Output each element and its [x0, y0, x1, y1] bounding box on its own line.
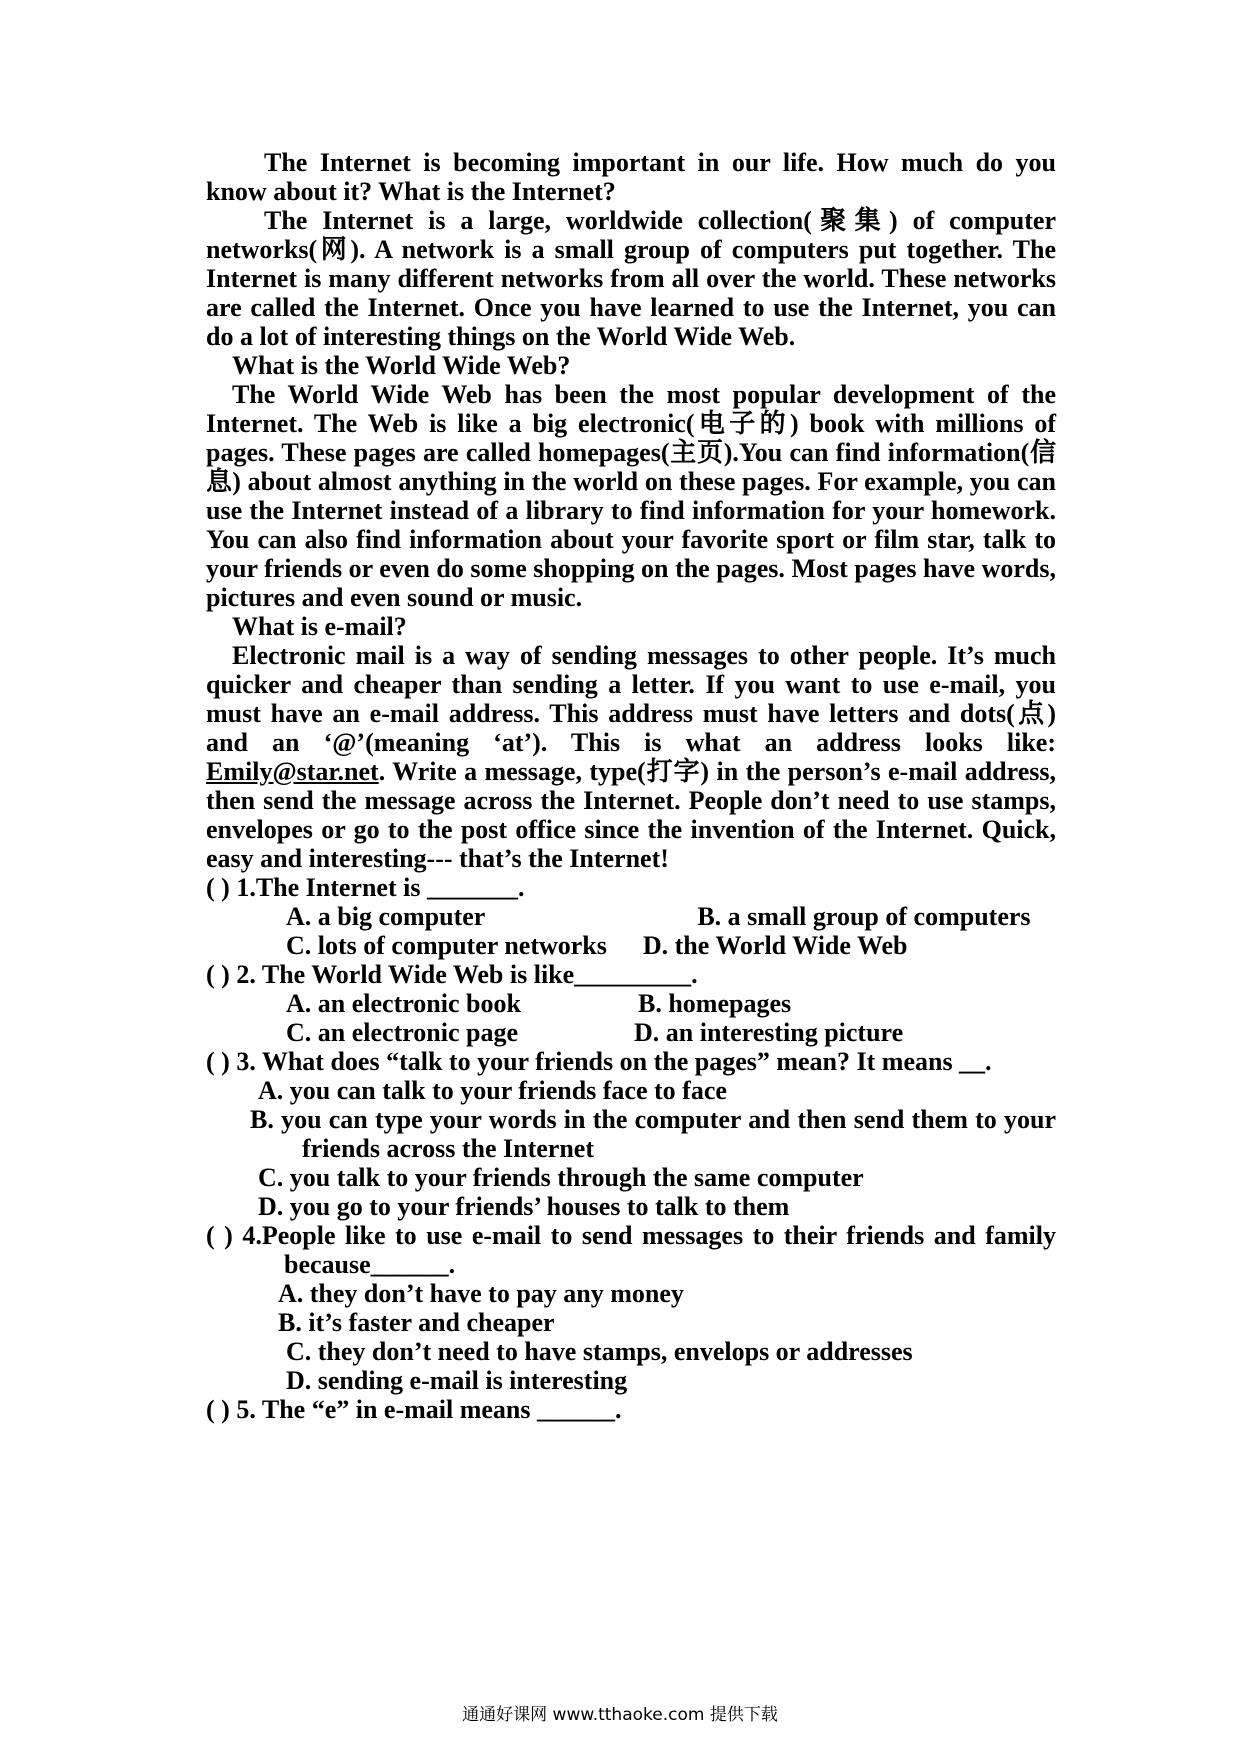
document-page [206, 148, 1056, 1424]
question-2: ( ) 2. The World Wide Web is like_________. [206, 960, 698, 989]
www-paragraph: The World Wide Web has been the most popular development of the Internet. The Web is like a big electronic(电子的) book with millions of pages. These pages are called homepages(主页).You can find information(信息) about almost anything in the world on these pages. For example, you can use the Internet instead of a library to find information for your homework. You can also find information about your favorite sport or film star, talk to your friends or even do some shopping on the pages. Most pages have words, pictures and even sound or music. [206, 380, 1056, 612]
q1-option-c: C. lots of computer networks [286, 931, 607, 960]
question-5: ( ) 5. The “e” in e-mail means ______. [206, 1395, 622, 1424]
email-heading: What is e-mail? [232, 612, 407, 641]
q1-option-b: B. a small group of computers [697, 902, 1031, 931]
question-1: ( ) 1.The Internet is _______. [206, 873, 525, 902]
q3-option-c: C. you talk to your friends through the same computer [258, 1163, 864, 1192]
intro-paragraph: The Internet is becoming important in our life. How much do you know about it? What is the Internet? [206, 148, 1056, 206]
q4-option-b: B. it’s faster and cheaper [278, 1308, 555, 1337]
q2-option-c: C. an electronic page [286, 1018, 519, 1047]
email-paragraph [206, 641, 1056, 873]
internet-paragraph: The Internet is a large, worldwide collection(聚集) of computer networks(网). A network is a small group of computers put together. The Internet is many different networks from all over the world. These networks are called the Internet. Once you have learned to use the Internet, you can do a lot of interesting things on the World Wide Web. [206, 206, 1056, 351]
question-3: ( ) 3. What does “talk to your friends on the pages” mean? It means __. [206, 1047, 992, 1076]
question-1-options-ab [206, 902, 1056, 931]
q1-option-d: D. the World Wide Web [642, 931, 908, 960]
www-heading: What is the World Wide Web? [232, 351, 571, 380]
q4-option-a: A. they don’t have to pay any money [278, 1279, 684, 1308]
q2-option-d: D. an interesting picture [634, 1018, 904, 1047]
question-2-options-ab [206, 989, 1056, 1018]
q4-option-d: D. sending e-mail is interesting [286, 1366, 628, 1395]
q2-option-b: B. homepages [638, 989, 792, 1018]
question-4: ( ) 4.People like to use e-mail to send messages to their friends and family because______. [206, 1221, 1056, 1279]
q3-option-a: A. you can talk to your friends face to face [258, 1076, 727, 1105]
question-2-options-cd [206, 1018, 1056, 1047]
email-address-link[interactable]: Emily@star.net [206, 757, 379, 786]
q3-option-d: D. you go to your friends’ houses to talk to them [258, 1192, 790, 1221]
email-text-part1: Electronic mail is a way of sending messages to other people. It’s much quicker and cheaper than sending a letter. If you want to use e-mail, you must have an e-mail address. This address must have letters and dots(点) and an ‘@’(meaning ‘at’). This is what an address looks like: [206, 641, 1056, 757]
q1-option-a: A. a big computer [286, 902, 486, 931]
question-1-options-cd [206, 931, 1056, 960]
page-footer: 通通好课网 www.tthaoke.com 提供下载 [462, 1705, 778, 1725]
q2-option-a: A. an electronic book [286, 989, 521, 1018]
q4-option-c: C. they don’t need to have stamps, envelops or addresses [286, 1337, 913, 1366]
email-text-part2: . Write a message, type(打字) in the person’s e-mail address, then send the message across the Internet. People don’t need to use stamps, envelopes or go to the post office since the invention of the Internet. Quick, easy and interesting--- that’s the Internet! [206, 757, 1056, 873]
q3-option-b: B. you can type your words in the computer and then send them to your friends across the Internet [250, 1105, 1056, 1163]
